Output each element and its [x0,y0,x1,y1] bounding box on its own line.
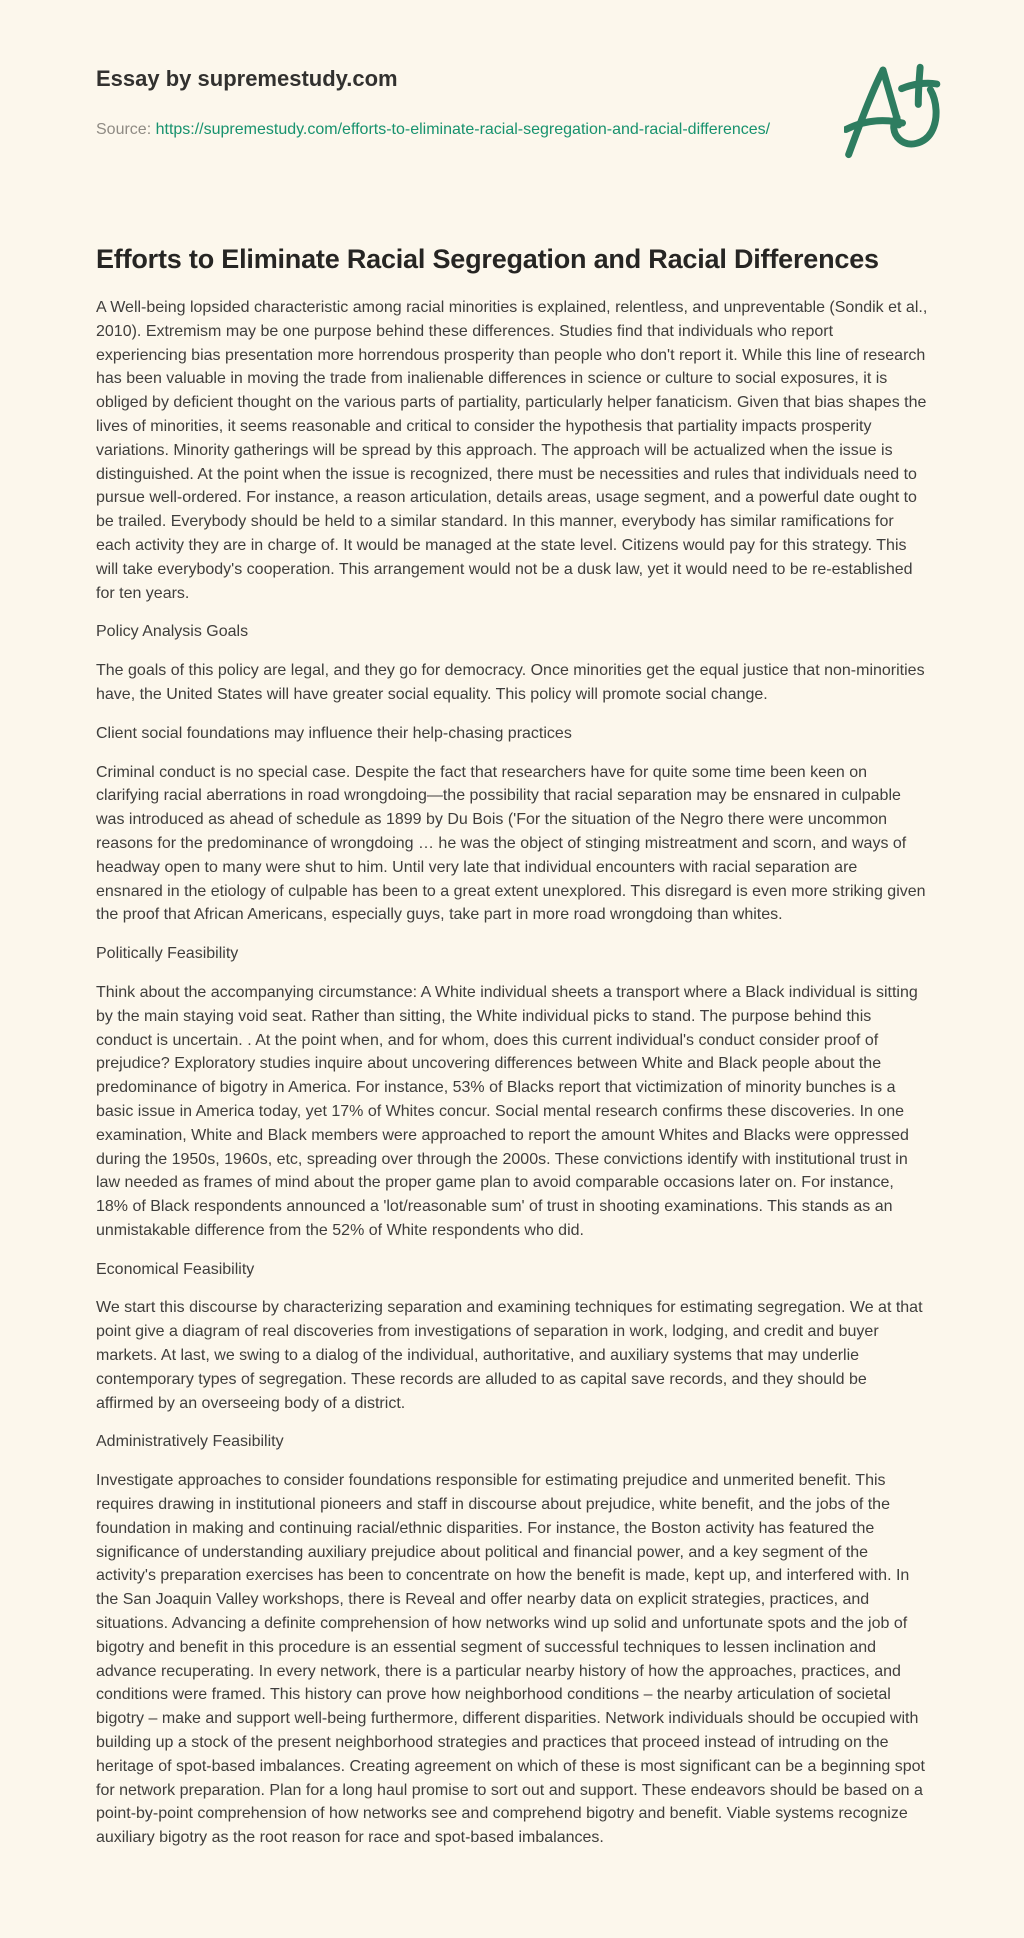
paragraph: A Well-being lopsided characteristic among racial minorities is explained, relentless, and unpreventable (Sondik et al., 2010). Extremism may be one purpose behind these differences. Studies find that individuals who report experiencing bias presentation more horrendous prosperity than people who don't report it. While this line of research has been valuable in moving the trade from inalienable differences in science or culture to social exposures, it is obliged by deficient thought on the various parts of partiality, particularly helper fanaticism. Given that bias shapes the lives of minorities, it seems reasonable and critical to consider the hypothesis that partiality impacts prosperity variations. Minority gatherings will be spread by this approach. The approach will be actualized when the issue is distinguished. At the point when the issue is recognized, there must be necessities and rules that individuals need to pursue well-ordered. For instance, a reason articulation, details areas, usage segment, and a powerful date ought to be trailed. Everybody should be held to a similar standard. In this manner, everybody has similar ramifications for each activity they are in charge of. It would be managed at the state level. Citizens would pay for this strategy. This will take everybody's cooperation. This arrangement would not be a dusk law, yet it would need to be re-established for ten years. [96,299,928,602]
essay-byline: Essay by supremestudy.com [96,66,398,91]
section-heading: Administratively Feasibility [96,1433,284,1451]
source-line [96,118,796,142]
source-link[interactable]: https://supremestudy.com/efforts-to-eliminate-racial-segregation-and-racial-differences/ [155,121,771,138]
section-heading: Client social foundations may influence their help-chasing practices [96,724,572,742]
section-heading: Policy Analysis Goals [96,623,249,641]
source-label: Source: [96,121,156,138]
section-heading: Politically Feasibility [96,945,239,963]
paragraph: Criminal conduct is no special case. Despite the fact that researchers have for quite some time been keen on clarifying racial aberrations in road wrongdoing—the possibility that racial separation may be ensnared in culpable was introduced as ahead of schedule as 1899 by Du Bois ('For the situation of the Negro there were uncommon reasons for the predominance of wrongdoing … he was the object of stinging mistreatment and scorn, and ways of headway open to many were shut to him. Until very late that individual encounters with racial separation are ensnared in the etiology of culpable has been to a great extent unexplored. This disregard is even more striking given the proof that African Americans, especially guys, take part in more road wrongdoing than whites. [96,763,926,924]
paragraph: We start this discourse by characterizing separation and examining techniques for estimating segregation. We at that point give a diagram of real discoveries from investigations of separation in work, lodging, and credit and buyer markets. At last, we swing to a dialog of the individual, authoritative, and auxiliary systems that may underlie contemporary types of segregation. These records are alluded to as capital save records, and they should be affirmed by an overseeing body of a district. [96,1299,923,1412]
paragraph: The goals of this policy are legal, and they go for democracy. Once minorities get the equal justice that non-minorities have, the United States will have greater social equality. This policy will promote social change. [96,662,925,703]
paragraph: Think about the accompanying circumstance: A White individual sheets a transport where a Black individual is sitting by the main staying void seat. Rather than sitting, the White individual picks to stand. The purpose behind this conduct is uncertain. . At the point when, and for whom, does this current individual's conduct consider proof of prejudice? Exploratory studies inquire about uncovering differences between White and Black people about the predominance of bigotry in America. For instance, 53% of Blacks report that victimization of minority bunches is a basic issue in America today, yet 17% of Whites concur. Social mental research confirms these discoveries. In one examination, White and Black members were approached to report the amount Whites and Blacks were oppressed during the 1950s, 1960s, etc, spreading over through the 2000s. These convictions identify with institutional trust in law needed as frames of mind about the proper game plan to avoid comparable occasions later on. For instance, 18% of Black respondents announced a 'lot/reasonable sum' of trust in shooting examinations. This stands as an unmistakable difference from the 52% of White respondents who did. [96,983,918,1239]
a-plus-logo-icon [844,60,948,160]
essay-article [96,240,928,1850]
page-title: Efforts to Eliminate Racial Segregation and Racial Differences [96,244,879,274]
page-header [96,66,928,142]
paragraph: Investigate approaches to consider foundations responsible for estimating prejudice and unmerited benefit. This requires drawing in institutional pioneers and staff in discourse about prejudice, white benefit, and the jobs of the foundation in making and continuing racial/ethnic disparities. For instance, the Boston activity has featured the significance of understanding auxiliary prejudice about political and financial power, and a key segment of the activity's preparation exercises has been to concentrate on how the benefit is made, kept up, and interfered with. In the San Joaquin Valley workshops, there is Reveal and offer nearby data on explicit strategies, practices, and situations. Advancing a definite comprehension of how networks wind up solid and unfortunate spots and the job of bigotry and benefit in this procedure is an essential segment of successful techniques to lessen inclination and advance recuperating. In every network, there is a particular nearby history of how the approaches, practices, and conditions were framed. This history can prove how neighborhood conditions – the nearby articulation of societal bigotry – make and support well-being furthermore, different disparities. Network individuals should be occupied with building up a stock of the present neighborhood strategies and practices that proceed instead of intruding on the heritage of spot-based imbalances. Creating agreement on which of these is most significant can be a beginning spot for network preparation. Plan for a long haul promise to sort out and support. These endeavors should be based on a point-by-point comprehension of how networks see and comprehend bigotry and benefit. Viable systems recognize auxiliary bigotry as the root reason for race and spot-based imbalances. [96,1472,925,1847]
section-heading: Economical Feasibility [96,1260,255,1278]
